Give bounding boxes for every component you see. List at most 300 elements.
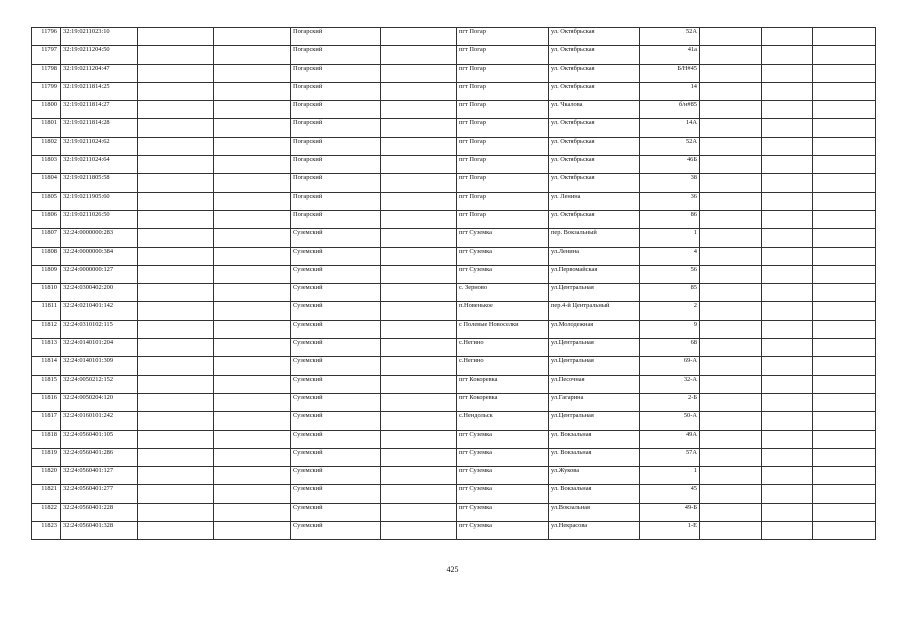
- cell-empty: [813, 247, 876, 265]
- cell-house-number: 41а: [640, 46, 700, 64]
- cell-id: 11816: [32, 393, 61, 411]
- cell-street: ул. Октябрьская: [549, 64, 640, 82]
- cell-empty: [381, 375, 457, 393]
- cell-empty: [762, 393, 813, 411]
- cell-locality: пгт Погар: [457, 101, 549, 119]
- cell-house-number: 38: [640, 174, 700, 192]
- cell-empty: [214, 156, 291, 174]
- cell-house-number: 4: [640, 247, 700, 265]
- cell-empty: [138, 101, 214, 119]
- cell-cadastral-number: 32:19:0211026:50: [61, 210, 138, 228]
- cell-empty: [700, 210, 762, 228]
- cell-empty: [214, 119, 291, 137]
- cell-district: Суземский: [291, 229, 381, 247]
- table-row: [32, 467, 876, 485]
- table-row: [32, 522, 876, 540]
- cell-district: Суземский: [291, 467, 381, 485]
- table-body: [32, 28, 876, 540]
- table-row: [32, 137, 876, 155]
- cell-empty: [700, 320, 762, 338]
- cell-street: ул. Октябрьская: [549, 119, 640, 137]
- cell-empty: [762, 265, 813, 283]
- cell-district: Суземский: [291, 265, 381, 283]
- cell-empty: [700, 82, 762, 100]
- cell-cadastral-number: 32:24:0560401:127: [61, 467, 138, 485]
- cell-district: Суземский: [291, 357, 381, 375]
- cell-empty: [381, 503, 457, 521]
- table-row: [32, 503, 876, 521]
- cell-empty: [762, 46, 813, 64]
- page-number: 425: [446, 565, 459, 574]
- cell-house-number: 49А: [640, 430, 700, 448]
- table-row: [32, 302, 876, 320]
- cell-empty: [214, 339, 291, 357]
- cell-empty: [138, 192, 214, 210]
- table-row: [32, 156, 876, 174]
- cell-empty: [138, 357, 214, 375]
- cell-street: пер. Вокзальный: [549, 229, 640, 247]
- cell-empty: [214, 265, 291, 283]
- cell-empty: [813, 28, 876, 46]
- cell-locality: пгт Погар: [457, 82, 549, 100]
- cell-house-number: 57А: [640, 448, 700, 466]
- cell-empty: [138, 284, 214, 302]
- cell-cadastral-number: 32:24:0310102:115: [61, 320, 138, 338]
- cell-empty: [700, 247, 762, 265]
- table-row: [32, 448, 876, 466]
- cell-empty: [700, 448, 762, 466]
- cell-locality: пгт Кокоревка: [457, 375, 549, 393]
- cell-district: Суземский: [291, 339, 381, 357]
- cell-locality: с.Негино: [457, 357, 549, 375]
- cell-empty: [813, 467, 876, 485]
- cell-locality: с. Зерново: [457, 284, 549, 302]
- cell-empty: [813, 448, 876, 466]
- cell-empty: [381, 485, 457, 503]
- cell-empty: [700, 265, 762, 283]
- cell-empty: [381, 156, 457, 174]
- cell-id: 11815: [32, 375, 61, 393]
- cell-locality: пгт Суземка: [457, 430, 549, 448]
- cell-locality: пгт Суземка: [457, 247, 549, 265]
- table-row: [32, 357, 876, 375]
- cell-empty: [813, 412, 876, 430]
- cell-house-number: б/н#85: [640, 101, 700, 119]
- cell-empty: [700, 430, 762, 448]
- cell-empty: [813, 64, 876, 82]
- cell-cadastral-number: 32:19:0211905:60: [61, 192, 138, 210]
- cell-empty: [138, 393, 214, 411]
- cell-cadastral-number: 32:19:0211805:58: [61, 174, 138, 192]
- cell-empty: [762, 284, 813, 302]
- cell-house-number: 9: [640, 320, 700, 338]
- cell-locality: пгт Погар: [457, 119, 549, 137]
- cell-empty: [813, 339, 876, 357]
- cell-district: Суземский: [291, 522, 381, 540]
- cell-empty: [762, 430, 813, 448]
- cell-empty: [138, 156, 214, 174]
- cell-cadastral-number: 32:19:0211024:62: [61, 137, 138, 155]
- cell-empty: [813, 119, 876, 137]
- cell-empty: [138, 503, 214, 521]
- cell-district: Погарский: [291, 210, 381, 228]
- cell-cadastral-number: 32:24:0160101:242: [61, 412, 138, 430]
- cell-street: пер.4-й Центральный: [549, 302, 640, 320]
- cell-house-number: 2: [640, 302, 700, 320]
- cell-id: 11796: [32, 28, 61, 46]
- cell-empty: [762, 229, 813, 247]
- cell-district: Суземский: [291, 302, 381, 320]
- cell-cadastral-number: 32:24:0300402:200: [61, 284, 138, 302]
- cell-locality: пгт Суземка: [457, 229, 549, 247]
- cell-id: 11823: [32, 522, 61, 540]
- cell-empty: [700, 393, 762, 411]
- cell-locality: пгт Погар: [457, 192, 549, 210]
- cell-cadastral-number: 32:24:0050204:120: [61, 393, 138, 411]
- cell-locality: пгт Кокоревка: [457, 393, 549, 411]
- cell-empty: [381, 522, 457, 540]
- cell-empty: [138, 430, 214, 448]
- table-row: [32, 265, 876, 283]
- cell-empty: [214, 320, 291, 338]
- cell-empty: [138, 82, 214, 100]
- cell-empty: [762, 503, 813, 521]
- cell-house-number: 14: [640, 82, 700, 100]
- cell-empty: [762, 485, 813, 503]
- cell-id: 11808: [32, 247, 61, 265]
- table-row: [32, 101, 876, 119]
- cell-empty: [762, 522, 813, 540]
- cell-empty: [700, 101, 762, 119]
- cell-cadastral-number: 32:24:0210401:142: [61, 302, 138, 320]
- cell-street: ул. Октябрьская: [549, 82, 640, 100]
- table-row: [32, 119, 876, 137]
- cell-empty: [813, 137, 876, 155]
- cell-empty: [381, 320, 457, 338]
- cell-id: 11810: [32, 284, 61, 302]
- cell-cadastral-number: 32:24:0050212:152: [61, 375, 138, 393]
- cell-cadastral-number: 32:19:0211814:27: [61, 101, 138, 119]
- cell-street: ул.Центральная: [549, 412, 640, 430]
- table-row: [32, 82, 876, 100]
- cell-locality: пгт Суземка: [457, 522, 549, 540]
- cell-district: Погарский: [291, 137, 381, 155]
- table-row: [32, 284, 876, 302]
- cell-street: ул. Вокзальная: [549, 448, 640, 466]
- cell-empty: [214, 412, 291, 430]
- cell-empty: [214, 430, 291, 448]
- cell-district: Погарский: [291, 101, 381, 119]
- cell-cadastral-number: 32:19:0211204:50: [61, 46, 138, 64]
- cell-empty: [381, 64, 457, 82]
- cell-empty: [214, 210, 291, 228]
- cell-house-number: 1: [640, 229, 700, 247]
- cell-district: Погарский: [291, 46, 381, 64]
- cell-cadastral-number: 32:24:0560401:328: [61, 522, 138, 540]
- cell-empty: [813, 284, 876, 302]
- cell-empty: [214, 82, 291, 100]
- cell-house-number: 52А: [640, 28, 700, 46]
- cell-cadastral-number: 32:19:0211023:10: [61, 28, 138, 46]
- cell-house-number: 86: [640, 210, 700, 228]
- cell-id: 11797: [32, 46, 61, 64]
- cell-cadastral-number: 32:24:0140101:204: [61, 339, 138, 357]
- cell-empty: [214, 46, 291, 64]
- cell-empty: [813, 192, 876, 210]
- cell-empty: [700, 412, 762, 430]
- cell-street: ул.Некрасова: [549, 522, 640, 540]
- cell-house-number: 36: [640, 192, 700, 210]
- cell-empty: [381, 101, 457, 119]
- cell-empty: [813, 229, 876, 247]
- cell-empty: [762, 174, 813, 192]
- cell-empty: [138, 448, 214, 466]
- cell-street: ул. Октябрьская: [549, 156, 640, 174]
- cell-empty: [381, 192, 457, 210]
- cell-district: Суземский: [291, 430, 381, 448]
- cell-empty: [762, 82, 813, 100]
- cell-house-number: 85: [640, 284, 700, 302]
- cell-empty: [762, 210, 813, 228]
- registry-table-container: [31, 27, 875, 540]
- cell-empty: [214, 137, 291, 155]
- cell-empty: [138, 412, 214, 430]
- cell-cadastral-number: 32:24:0000000:384: [61, 247, 138, 265]
- cell-empty: [381, 302, 457, 320]
- cell-empty: [381, 119, 457, 137]
- cell-district: Погарский: [291, 28, 381, 46]
- cell-id: 11807: [32, 229, 61, 247]
- table-row: [32, 210, 876, 228]
- cell-empty: [381, 82, 457, 100]
- cell-house-number: 69-А: [640, 357, 700, 375]
- cell-street: ул.Жукова: [549, 467, 640, 485]
- cell-empty: [813, 302, 876, 320]
- cell-locality: пгт Погар: [457, 137, 549, 155]
- cell-empty: [138, 339, 214, 357]
- cell-empty: [700, 522, 762, 540]
- cell-street: ул. Ленина: [549, 192, 640, 210]
- cell-cadastral-number: 32:19:0211814:28: [61, 119, 138, 137]
- cell-empty: [813, 503, 876, 521]
- cell-street: ул. Октябрьская: [549, 46, 640, 64]
- cell-locality: пгт Погар: [457, 64, 549, 82]
- cell-empty: [700, 119, 762, 137]
- cell-empty: [381, 393, 457, 411]
- cell-id: 11817: [32, 412, 61, 430]
- cell-cadastral-number: 32:24:0000000:127: [61, 265, 138, 283]
- cell-id: 11805: [32, 192, 61, 210]
- cell-id: 11819: [32, 448, 61, 466]
- cell-empty: [762, 101, 813, 119]
- cell-id: 11812: [32, 320, 61, 338]
- cell-empty: [138, 485, 214, 503]
- cell-empty: [381, 357, 457, 375]
- cell-empty: [762, 375, 813, 393]
- cell-empty: [214, 247, 291, 265]
- cell-street: ул. Октябрьская: [549, 210, 640, 228]
- table-row: [32, 320, 876, 338]
- cell-district: Суземский: [291, 393, 381, 411]
- cell-id: 11800: [32, 101, 61, 119]
- cell-house-number: 50-А: [640, 412, 700, 430]
- cell-district: Погарский: [291, 82, 381, 100]
- table-row: [32, 375, 876, 393]
- cell-cadastral-number: 32:19:0211814:25: [61, 82, 138, 100]
- cell-empty: [381, 210, 457, 228]
- cell-empty: [762, 119, 813, 137]
- cell-locality: с.Негино: [457, 339, 549, 357]
- cell-district: Суземский: [291, 485, 381, 503]
- cell-district: Суземский: [291, 375, 381, 393]
- cell-house-number: 45: [640, 485, 700, 503]
- cell-empty: [138, 64, 214, 82]
- cell-district: Погарский: [291, 119, 381, 137]
- cell-empty: [762, 467, 813, 485]
- cell-empty: [813, 522, 876, 540]
- table-row: [32, 174, 876, 192]
- cell-empty: [813, 265, 876, 283]
- cell-cadastral-number: 32:24:0560401:277: [61, 485, 138, 503]
- cell-house-number: 49-Б: [640, 503, 700, 521]
- cell-empty: [813, 174, 876, 192]
- cell-street: ул.Центральная: [549, 284, 640, 302]
- cell-street: ул. Октябрьская: [549, 174, 640, 192]
- cell-id: 11798: [32, 64, 61, 82]
- cell-empty: [700, 375, 762, 393]
- cell-empty: [214, 192, 291, 210]
- cell-empty: [381, 229, 457, 247]
- cell-empty: [214, 101, 291, 119]
- table-row: [32, 46, 876, 64]
- cell-empty: [381, 430, 457, 448]
- cell-cadastral-number: 32:24:0560401:105: [61, 430, 138, 448]
- cell-locality: пгт Погар: [457, 156, 549, 174]
- cell-empty: [700, 156, 762, 174]
- cell-empty: [214, 467, 291, 485]
- cell-district: Суземский: [291, 412, 381, 430]
- cell-empty: [381, 174, 457, 192]
- cell-empty: [762, 137, 813, 155]
- cell-street: ул.Молодежная: [549, 320, 640, 338]
- cell-empty: [138, 46, 214, 64]
- cell-district: Погарский: [291, 174, 381, 192]
- cell-empty: [813, 357, 876, 375]
- cell-id: 11820: [32, 467, 61, 485]
- cell-locality: пгт Погар: [457, 46, 549, 64]
- cell-empty: [700, 339, 762, 357]
- cell-id: 11813: [32, 339, 61, 357]
- cell-empty: [138, 210, 214, 228]
- cell-locality: пгт Погар: [457, 174, 549, 192]
- cell-district: Суземский: [291, 448, 381, 466]
- cell-id: 11809: [32, 265, 61, 283]
- cell-district: Погарский: [291, 64, 381, 82]
- cell-id: 11802: [32, 137, 61, 155]
- cell-empty: [813, 430, 876, 448]
- cell-empty: [762, 357, 813, 375]
- cell-empty: [700, 302, 762, 320]
- cell-empty: [138, 375, 214, 393]
- cell-empty: [381, 247, 457, 265]
- cell-empty: [700, 357, 762, 375]
- cell-cadastral-number: 32:24:0140101:309: [61, 357, 138, 375]
- cell-empty: [381, 448, 457, 466]
- cell-street: ул. Октябрьская: [549, 28, 640, 46]
- table-row: [32, 192, 876, 210]
- cell-empty: [762, 192, 813, 210]
- cell-locality: пгт Суземка: [457, 467, 549, 485]
- cell-empty: [381, 46, 457, 64]
- cell-id: 11811: [32, 302, 61, 320]
- cell-empty: [700, 174, 762, 192]
- cell-id: 11803: [32, 156, 61, 174]
- cell-empty: [138, 522, 214, 540]
- cell-empty: [381, 265, 457, 283]
- cell-empty: [214, 522, 291, 540]
- cell-locality: пгт Суземка: [457, 265, 549, 283]
- cell-empty: [138, 247, 214, 265]
- cell-locality: с.Нендольск: [457, 412, 549, 430]
- cell-district: Погарский: [291, 156, 381, 174]
- cell-cadastral-number: 32:24:0560401:228: [61, 503, 138, 521]
- cell-id: 11801: [32, 119, 61, 137]
- cell-empty: [762, 28, 813, 46]
- cell-empty: [813, 82, 876, 100]
- table-row: [32, 247, 876, 265]
- cell-empty: [214, 375, 291, 393]
- cell-empty: [381, 137, 457, 155]
- cell-empty: [381, 284, 457, 302]
- cell-empty: [138, 174, 214, 192]
- cell-street: ул.Центральная: [549, 357, 640, 375]
- cell-empty: [813, 485, 876, 503]
- cell-street: ул.Гагарина: [549, 393, 640, 411]
- cell-empty: [214, 393, 291, 411]
- cell-house-number: 56: [640, 265, 700, 283]
- cell-street: ул.Ленина: [549, 247, 640, 265]
- cell-house-number: Б/Н#45: [640, 64, 700, 82]
- cell-empty: [813, 46, 876, 64]
- cell-locality: пгт Погар: [457, 28, 549, 46]
- cell-empty: [214, 302, 291, 320]
- table-row: [32, 28, 876, 46]
- cell-empty: [700, 64, 762, 82]
- cell-district: Суземский: [291, 320, 381, 338]
- cell-empty: [138, 28, 214, 46]
- cell-empty: [214, 503, 291, 521]
- cell-district: Суземский: [291, 503, 381, 521]
- cell-street: ул. Вокзальная: [549, 430, 640, 448]
- cell-cadastral-number: 32:24:0560401:286: [61, 448, 138, 466]
- cell-empty: [138, 265, 214, 283]
- cell-empty: [381, 339, 457, 357]
- cell-id: 11818: [32, 430, 61, 448]
- cell-house-number: 1-Е: [640, 522, 700, 540]
- cell-empty: [813, 375, 876, 393]
- cell-id: 11799: [32, 82, 61, 100]
- cell-house-number: 1: [640, 467, 700, 485]
- cell-cadastral-number: 32:19:0211024:64: [61, 156, 138, 174]
- table-row: [32, 339, 876, 357]
- cell-empty: [138, 467, 214, 485]
- cell-empty: [138, 302, 214, 320]
- cell-district: Суземский: [291, 247, 381, 265]
- cell-street: ул. Октябрьская: [549, 137, 640, 155]
- cell-empty: [762, 247, 813, 265]
- cell-locality: пгт Суземка: [457, 485, 549, 503]
- cell-empty: [381, 467, 457, 485]
